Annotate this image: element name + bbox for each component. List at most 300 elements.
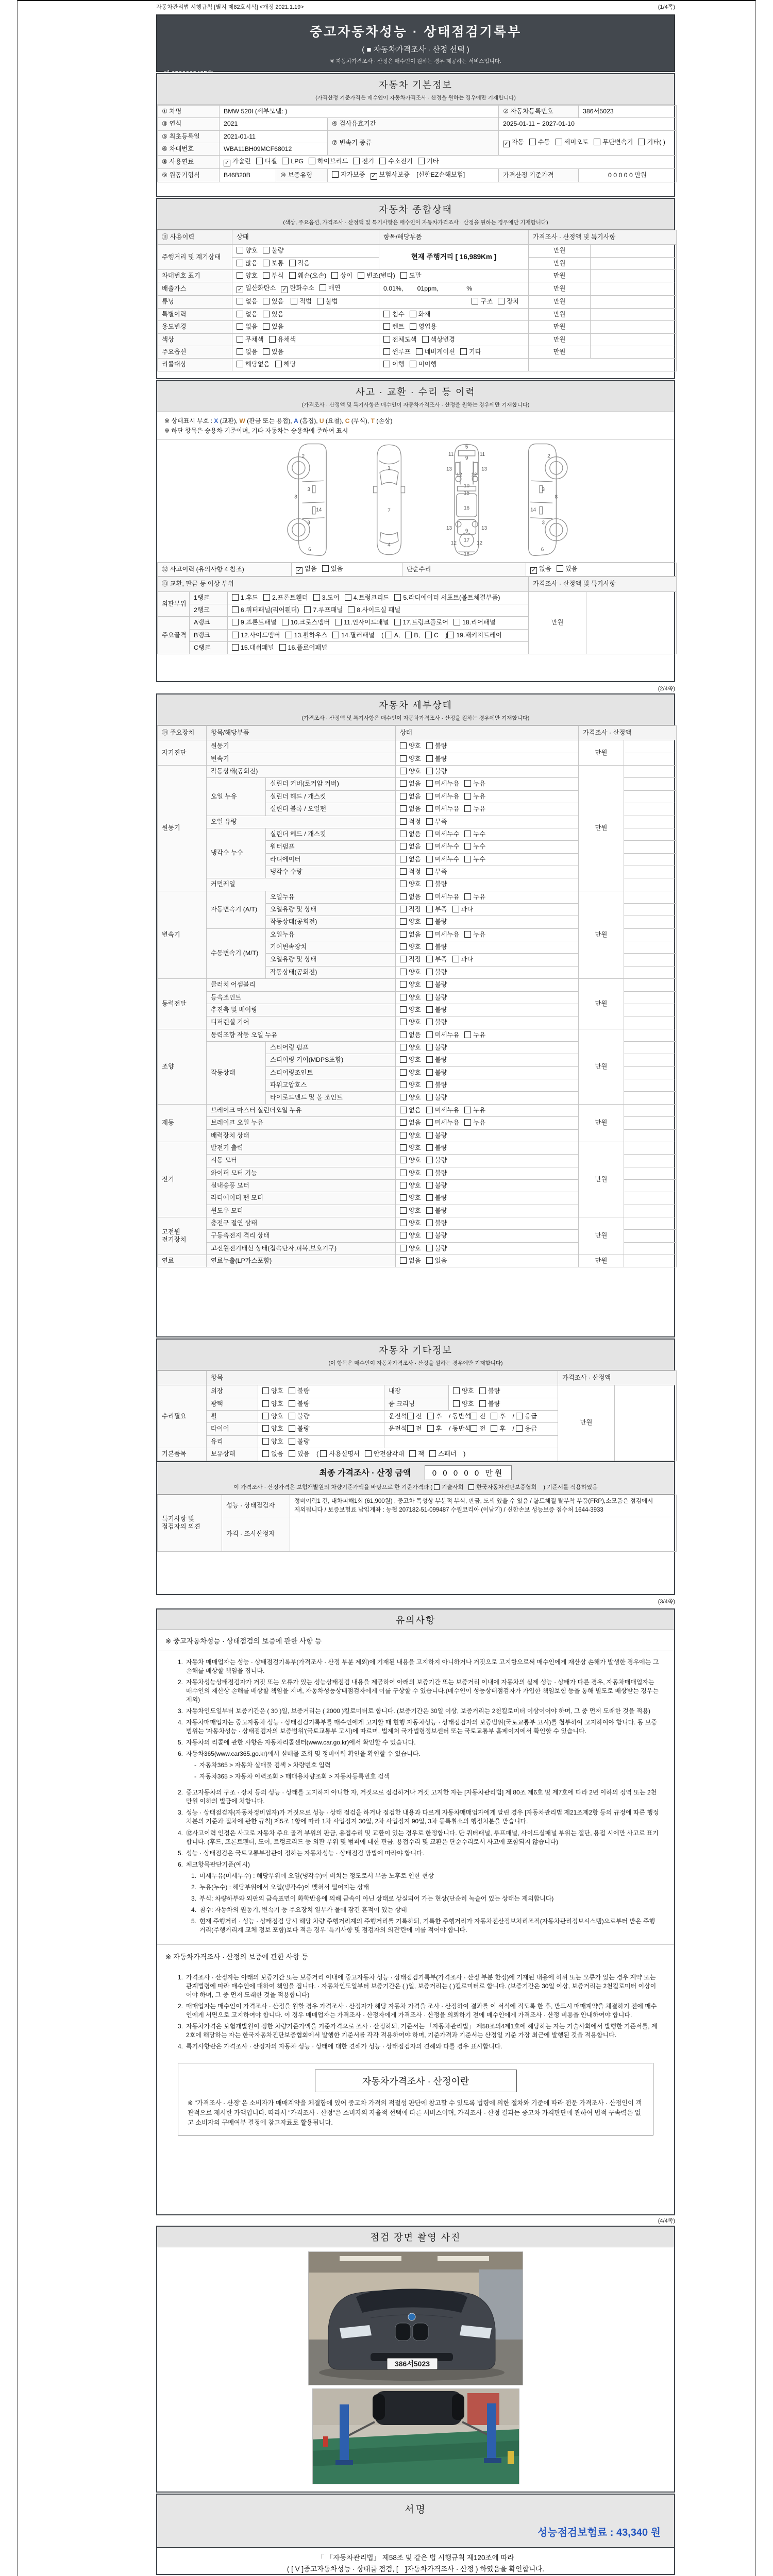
checkbox[interactable] [479, 1400, 486, 1407]
checkbox[interactable] [464, 831, 471, 837]
checkbox[interactable] [429, 1450, 436, 1457]
checkbox[interactable] [400, 1044, 407, 1050]
checkbox[interactable] [262, 1387, 269, 1394]
checkbox-label: 4.트렁크리드 [353, 594, 390, 601]
checkbox[interactable] [400, 1107, 407, 1113]
checkbox[interactable] [426, 943, 433, 950]
checkbox[interactable] [263, 348, 270, 355]
checkbox[interactable] [594, 139, 600, 145]
checkbox[interactable]: ✓ [296, 567, 302, 574]
checkbox[interactable] [400, 1219, 407, 1226]
checkbox[interactable]: ✓ [237, 286, 243, 293]
detail-status-header [157, 694, 674, 725]
cell: 상태 [232, 230, 379, 245]
cell [396, 1192, 579, 1205]
checkbox-label: 후 [435, 1425, 442, 1433]
checkbox[interactable] [405, 632, 412, 638]
checkbox[interactable] [383, 336, 390, 343]
checkbox[interactable] [426, 880, 433, 887]
checkbox[interactable] [426, 1170, 433, 1176]
checkbox[interactable] [289, 1438, 295, 1445]
checkbox[interactable] [410, 361, 416, 367]
checkbox[interactable] [345, 594, 351, 601]
checkbox[interactable] [263, 311, 270, 317]
checkbox[interactable] [426, 1094, 433, 1100]
notice-text: 자동차365 > 자동차 실매물 검색 > 차량번호 입력 [199, 1761, 331, 1769]
checkbox[interactable] [426, 1081, 433, 1088]
checkbox[interactable] [289, 1425, 295, 1432]
checkbox[interactable] [400, 981, 407, 988]
diagram-part-number: 6 [541, 547, 544, 553]
checkbox[interactable] [426, 818, 433, 825]
checkbox[interactable] [426, 742, 433, 749]
checkbox[interactable] [322, 565, 329, 572]
checkbox[interactable] [426, 1245, 433, 1251]
checkbox[interactable] [400, 755, 407, 762]
checkbox[interactable] [289, 272, 296, 279]
cell [396, 1179, 579, 1192]
diagram-part-number: 2 [547, 453, 550, 460]
notice-number: 6. [177, 1750, 183, 1758]
checkbox[interactable] [400, 856, 407, 862]
table-row [158, 1217, 677, 1230]
checkbox[interactable] [282, 619, 289, 625]
checkbox[interactable] [237, 336, 243, 343]
checkbox[interactable] [400, 1182, 407, 1189]
checkbox[interactable] [409, 1450, 416, 1457]
checkbox[interactable] [232, 632, 239, 638]
table-row [158, 106, 677, 118]
diagram-part-number: 18 [463, 551, 469, 557]
checkbox[interactable] [400, 742, 407, 749]
checkbox[interactable] [529, 139, 536, 145]
checkbox[interactable] [470, 1413, 477, 1419]
checkbox[interactable] [232, 619, 239, 625]
checkbox[interactable] [410, 323, 416, 330]
checkbox[interactable] [237, 272, 243, 279]
checkbox[interactable] [289, 1400, 295, 1407]
checkbox[interactable] [464, 843, 471, 850]
checkbox[interactable] [491, 1413, 497, 1419]
checkbox[interactable] [289, 1387, 295, 1394]
cell: 만원 [529, 308, 591, 320]
cell: 만원 [579, 766, 624, 891]
cell: 항목 [207, 1371, 558, 1385]
checkbox[interactable] [422, 336, 429, 343]
checkbox[interactable] [638, 139, 645, 145]
checkbox[interactable] [410, 311, 416, 317]
checkbox[interactable] [262, 1400, 269, 1407]
cell: 가격조사 · 산정액 [558, 1371, 677, 1385]
notice-item [173, 1718, 661, 1736]
notices-block2 [157, 1967, 674, 2057]
checkbox[interactable] [304, 606, 311, 613]
checkbox[interactable] [491, 1425, 497, 1432]
checkbox[interactable] [275, 361, 282, 367]
simple-repair [526, 563, 677, 577]
cell: 유리 [207, 1435, 258, 1448]
checkbox[interactable] [426, 1219, 433, 1226]
checkbox[interactable] [383, 348, 390, 355]
checkbox[interactable] [453, 1387, 460, 1394]
checkbox[interactable] [317, 298, 324, 304]
checkbox[interactable] [309, 158, 315, 164]
checkbox-label: 불량 [434, 943, 447, 951]
checkbox[interactable] [472, 298, 478, 304]
checkbox[interactable] [400, 880, 407, 887]
checkbox[interactable] [400, 1144, 407, 1151]
checkbox[interactable] [385, 632, 392, 638]
price-survey-option: ( ■ 자동차가격조사 · 산정 선택 ) [362, 45, 469, 54]
checkbox[interactable] [468, 1484, 474, 1490]
checkbox[interactable] [556, 139, 562, 145]
checkbox[interactable] [452, 956, 459, 962]
checkbox[interactable] [320, 1450, 327, 1457]
vehicle-name: BMW 520I (세부모델: ) [220, 106, 499, 118]
checkbox-label: 불량 [434, 968, 447, 976]
checkbox[interactable] [426, 780, 433, 787]
checkbox[interactable] [383, 311, 390, 317]
legend-text: ※ 상태표시 부호 : [164, 417, 214, 425]
checkbox[interactable] [263, 247, 270, 253]
checkbox[interactable] [400, 780, 407, 787]
cell: 디퍼렌셜 기어 [207, 1016, 396, 1029]
cell: 변속기 [158, 891, 207, 979]
checkbox[interactable] [332, 171, 339, 178]
checkbox[interactable] [426, 1207, 433, 1214]
checkbox[interactable] [256, 158, 263, 164]
checkbox-label: 없음 [409, 855, 421, 863]
checkbox[interactable] [498, 298, 505, 304]
checkbox[interactable] [383, 361, 390, 367]
checkbox[interactable] [400, 1170, 407, 1176]
checkbox-label: 불량 [297, 1387, 310, 1395]
checkbox[interactable] [464, 793, 471, 800]
cell [396, 853, 579, 866]
notice-number: 5. [191, 1917, 196, 1925]
checkbox[interactable] [400, 831, 407, 837]
checkbox[interactable] [335, 619, 342, 625]
checkbox[interactable] [400, 868, 407, 875]
cell [396, 916, 579, 928]
checkbox[interactable] [426, 1132, 433, 1139]
checkbox[interactable] [400, 1157, 407, 1163]
cell: 만원 [529, 282, 591, 296]
checkbox[interactable] [400, 1232, 407, 1239]
table-row [158, 1495, 677, 1517]
checkbox[interactable] [400, 1031, 407, 1038]
checkbox-label: 불량 [434, 1056, 447, 1064]
panel-rank-table [157, 577, 677, 654]
checkbox[interactable] [358, 272, 364, 279]
checkbox[interactable] [426, 1031, 433, 1038]
checkbox-label: 양호 [409, 918, 421, 926]
checkbox[interactable] [400, 956, 407, 962]
checkbox[interactable] [400, 843, 407, 850]
checkbox[interactable] [379, 158, 386, 164]
checkbox[interactable] [426, 1107, 433, 1113]
cell [232, 257, 379, 269]
checkbox[interactable] [434, 1484, 440, 1490]
checkbox[interactable] [426, 1182, 433, 1189]
checkbox[interactable] [237, 361, 243, 367]
checkbox[interactable]: ✓ [503, 141, 509, 147]
checkbox[interactable] [269, 336, 276, 343]
checkbox[interactable] [331, 272, 338, 279]
checkbox[interactable] [400, 931, 407, 938]
checkbox[interactable] [426, 893, 433, 900]
checkbox[interactable] [400, 818, 407, 825]
checkbox[interactable] [426, 1232, 433, 1239]
checkbox[interactable] [237, 323, 243, 330]
checkbox[interactable] [464, 893, 471, 900]
notice-number: 4. [177, 1829, 183, 1837]
confirmation-statement [157, 2548, 674, 2576]
checkbox[interactable] [263, 260, 270, 266]
status-code-letter: A [294, 417, 298, 425]
checkbox[interactable] [426, 1194, 433, 1201]
checkbox[interactable] [400, 1019, 407, 1025]
checkbox[interactable] [285, 632, 292, 638]
checkbox[interactable] [426, 805, 433, 812]
cell: 작동상태(공회전) [266, 916, 396, 928]
checkbox[interactable] [400, 1207, 407, 1214]
checkbox[interactable] [291, 298, 297, 304]
checkbox[interactable] [400, 893, 407, 900]
notice-item [173, 1872, 661, 1880]
checkbox[interactable] [426, 969, 433, 975]
checkbox[interactable] [289, 1413, 295, 1419]
checkbox[interactable] [426, 1069, 433, 1076]
checkbox[interactable] [453, 619, 460, 625]
checkbox[interactable] [426, 1006, 433, 1013]
report-title: 중고자동차성능 · 상태점검기록부 [309, 25, 522, 39]
checkbox-label: 적정 [409, 906, 421, 913]
checkbox[interactable] [237, 298, 243, 304]
checkbox[interactable] [262, 1413, 269, 1419]
checkbox-label: 없음 [305, 565, 317, 573]
checkbox[interactable] [400, 1257, 407, 1264]
checkbox-label: 응급 [525, 1413, 537, 1420]
checkbox[interactable] [263, 272, 270, 279]
legend-text: (판금 또는 용접), [245, 417, 294, 425]
checkbox[interactable] [426, 755, 433, 762]
checkbox[interactable] [400, 1194, 407, 1201]
checkbox[interactable] [313, 594, 320, 601]
checkbox[interactable] [232, 606, 239, 613]
checkbox[interactable] [394, 594, 401, 601]
checkbox[interactable] [289, 260, 296, 266]
checkbox[interactable] [232, 594, 239, 601]
checkbox[interactable] [426, 1044, 433, 1050]
checkbox-label: C [433, 631, 439, 639]
checkbox[interactable] [400, 906, 407, 912]
checkbox[interactable] [460, 348, 467, 355]
checkbox[interactable] [425, 632, 432, 638]
checkbox[interactable] [400, 1132, 407, 1139]
cell [396, 1167, 579, 1179]
checkbox[interactable] [453, 1400, 460, 1407]
checkbox[interactable] [353, 158, 360, 164]
checkbox[interactable] [282, 158, 289, 164]
checkbox-label: 14.필러패널 [341, 631, 375, 639]
checkbox[interactable] [464, 856, 471, 862]
checkbox[interactable] [426, 981, 433, 988]
checkbox[interactable] [400, 1094, 407, 1100]
table-row [158, 308, 677, 320]
checkbox[interactable] [407, 1413, 414, 1419]
checkbox[interactable] [557, 565, 563, 572]
checkbox[interactable] [407, 1425, 414, 1432]
checkbox[interactable] [447, 632, 454, 638]
checkbox[interactable] [426, 856, 433, 862]
inspection-photo-front [308, 2251, 523, 2385]
checkbox[interactable] [383, 323, 390, 330]
checkbox[interactable] [426, 843, 433, 850]
checkbox-label: 양호 [409, 880, 421, 888]
checkbox[interactable] [400, 272, 407, 279]
cell: ⑦ 변속기 종류 [328, 130, 499, 156]
checkbox[interactable] [262, 1438, 269, 1445]
checkbox[interactable] [400, 1006, 407, 1013]
checkbox[interactable] [452, 906, 459, 912]
checkbox[interactable] [400, 1081, 407, 1088]
checkbox[interactable] [427, 1425, 434, 1432]
legend-text: (손상) [374, 417, 393, 425]
checkbox[interactable] [237, 260, 243, 266]
table-row [158, 282, 677, 296]
checkbox[interactable] [237, 311, 243, 317]
checkbox[interactable] [426, 956, 433, 962]
checkbox[interactable] [426, 918, 433, 925]
checkbox[interactable] [365, 1450, 372, 1457]
checkbox[interactable] [237, 247, 243, 253]
cell [379, 333, 529, 346]
checkbox[interactable] [400, 1119, 407, 1126]
checkbox[interactable] [289, 1450, 295, 1457]
checkbox[interactable] [237, 348, 243, 355]
checkbox[interactable] [262, 1450, 269, 1457]
checkbox[interactable] [400, 1245, 407, 1251]
checkbox[interactable] [470, 1425, 477, 1432]
checkbox[interactable] [400, 918, 407, 925]
checkbox[interactable] [320, 284, 326, 291]
checkbox[interactable] [263, 323, 270, 330]
cell: 항목/해당부품 [379, 230, 529, 245]
checkbox[interactable] [516, 1413, 523, 1419]
cell: 없음 있음 ( 사용설명서 안전삼각대 잭 스패너 ) [258, 1448, 615, 1461]
checkbox[interactable] [332, 632, 339, 638]
checkbox[interactable] [426, 1144, 433, 1151]
checkbox-label: 잭 [418, 1450, 425, 1458]
checkbox[interactable] [426, 868, 433, 875]
checkbox[interactable] [263, 594, 270, 601]
checkbox[interactable] [464, 1031, 471, 1038]
checkbox[interactable] [426, 1019, 433, 1025]
checkbox[interactable] [426, 994, 433, 1001]
cell [586, 591, 677, 654]
checkbox[interactable] [426, 831, 433, 837]
checkbox[interactable] [232, 644, 239, 651]
checkbox[interactable] [464, 931, 471, 938]
table-row [158, 1029, 677, 1041]
checkbox[interactable] [418, 158, 425, 164]
checkbox[interactable]: ✓ [531, 567, 536, 574]
cell [624, 1041, 677, 1054]
checkbox[interactable] [262, 1425, 269, 1432]
checkbox-label: 미세누수 [434, 855, 460, 863]
engine-type: B46B20B [220, 169, 276, 182]
checkbox[interactable] [464, 780, 471, 787]
cell [379, 321, 529, 333]
checkbox-label: 스패너 [438, 1450, 457, 1458]
cell: ⑨ 원동기형식 [158, 169, 220, 182]
checkbox[interactable] [426, 906, 433, 912]
checkbox[interactable]: ✓ [224, 160, 230, 166]
checkbox-label: 네비게이션 [424, 348, 456, 355]
checkbox[interactable] [426, 1119, 433, 1126]
first-registration-date: 2021-01-11 [220, 130, 328, 143]
checkbox[interactable] [426, 793, 433, 800]
cell [529, 359, 677, 371]
checkbox[interactable] [400, 994, 407, 1001]
checkbox[interactable] [427, 1413, 434, 1419]
checkbox-label: 있음 [271, 323, 284, 331]
cell [624, 941, 677, 954]
checkbox[interactable] [426, 1157, 433, 1163]
checkbox[interactable] [416, 348, 423, 355]
cell: ⑩ 보증유형 [276, 169, 328, 182]
checkbox[interactable] [400, 969, 407, 975]
cell [624, 853, 677, 866]
checkbox[interactable] [479, 1387, 486, 1394]
checkbox-label: 후 [499, 1413, 506, 1420]
cell [379, 346, 529, 358]
checkbox[interactable] [464, 1119, 471, 1126]
checkbox[interactable] [279, 644, 286, 651]
checkbox[interactable] [400, 805, 407, 812]
checkbox[interactable] [426, 1257, 433, 1264]
checkbox-label: 기술사회 [441, 1484, 464, 1490]
checkbox[interactable]: ✓ [282, 286, 287, 293]
checkbox[interactable] [394, 619, 401, 625]
diagram-part-number: 16 [463, 505, 469, 512]
checkbox[interactable] [400, 1056, 407, 1063]
checkbox[interactable] [426, 768, 433, 774]
checkbox[interactable] [348, 606, 355, 613]
cell [624, 1066, 677, 1079]
cell: 동력전달 [158, 979, 207, 1029]
diagram-part-number: 3 [542, 520, 545, 526]
cell: 특별이력 [158, 308, 232, 320]
checkbox[interactable] [400, 1069, 407, 1076]
cell [396, 1016, 579, 1029]
checkbox[interactable] [464, 805, 471, 812]
diagram-part-number: 3 [307, 487, 310, 493]
checkbox-label: 양호 [462, 1387, 474, 1395]
cell [232, 296, 379, 308]
checkbox[interactable] [426, 1056, 433, 1063]
checkbox[interactable] [426, 931, 433, 938]
checkbox-label: 전 [415, 1413, 422, 1420]
checkbox[interactable] [400, 768, 407, 774]
checkbox[interactable] [263, 298, 270, 304]
checkbox[interactable] [400, 943, 407, 950]
checkbox[interactable] [516, 1425, 523, 1432]
checkbox[interactable]: ✓ [371, 173, 376, 180]
checkbox[interactable] [464, 1107, 471, 1113]
checkbox[interactable] [400, 793, 407, 800]
